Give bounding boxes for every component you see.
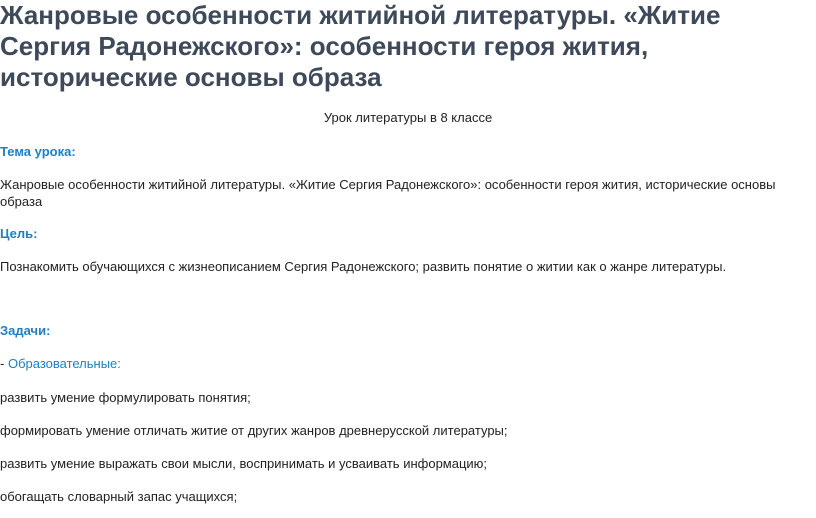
tasks-category-label: Образовательные:	[7, 356, 121, 371]
tasks-category-prefix: -	[0, 356, 8, 371]
topic-text: Жанровые особенности житийной литературы. «Житие Сергия Радонежского»: особенности героя жития, исторические основы образа	[0, 177, 776, 209]
list-item: развить умение выражать свои мысли, воспринимать и усваивать информацию;	[0, 456, 488, 471]
lesson-subtitle: Урок литературы в 8 классе	[323, 110, 493, 125]
goal-heading: Цель:	[0, 226, 38, 241]
list-item: формировать умение отличать житие от других жанров древнерусской литературы;	[0, 423, 508, 438]
list-item: обогащать словарный запас учащихся;	[0, 489, 238, 504]
list-item: развить умение формулировать понятия;	[0, 390, 251, 405]
goal-text: Познакомить обучающихся с жизнеописанием Сергия Радонежского; развить понятие о житии как о жанре литературы.	[0, 259, 727, 274]
tasks-category	[0, 355, 121, 373]
topic-heading: Тема урока:	[0, 144, 76, 159]
page-title: Жанровые особенности житийной литературы. «Житие Сергия Радонежского»: особенности героя жития, исторические основы образа	[0, 0, 721, 92]
tasks-heading: Задачи:	[0, 323, 51, 338]
